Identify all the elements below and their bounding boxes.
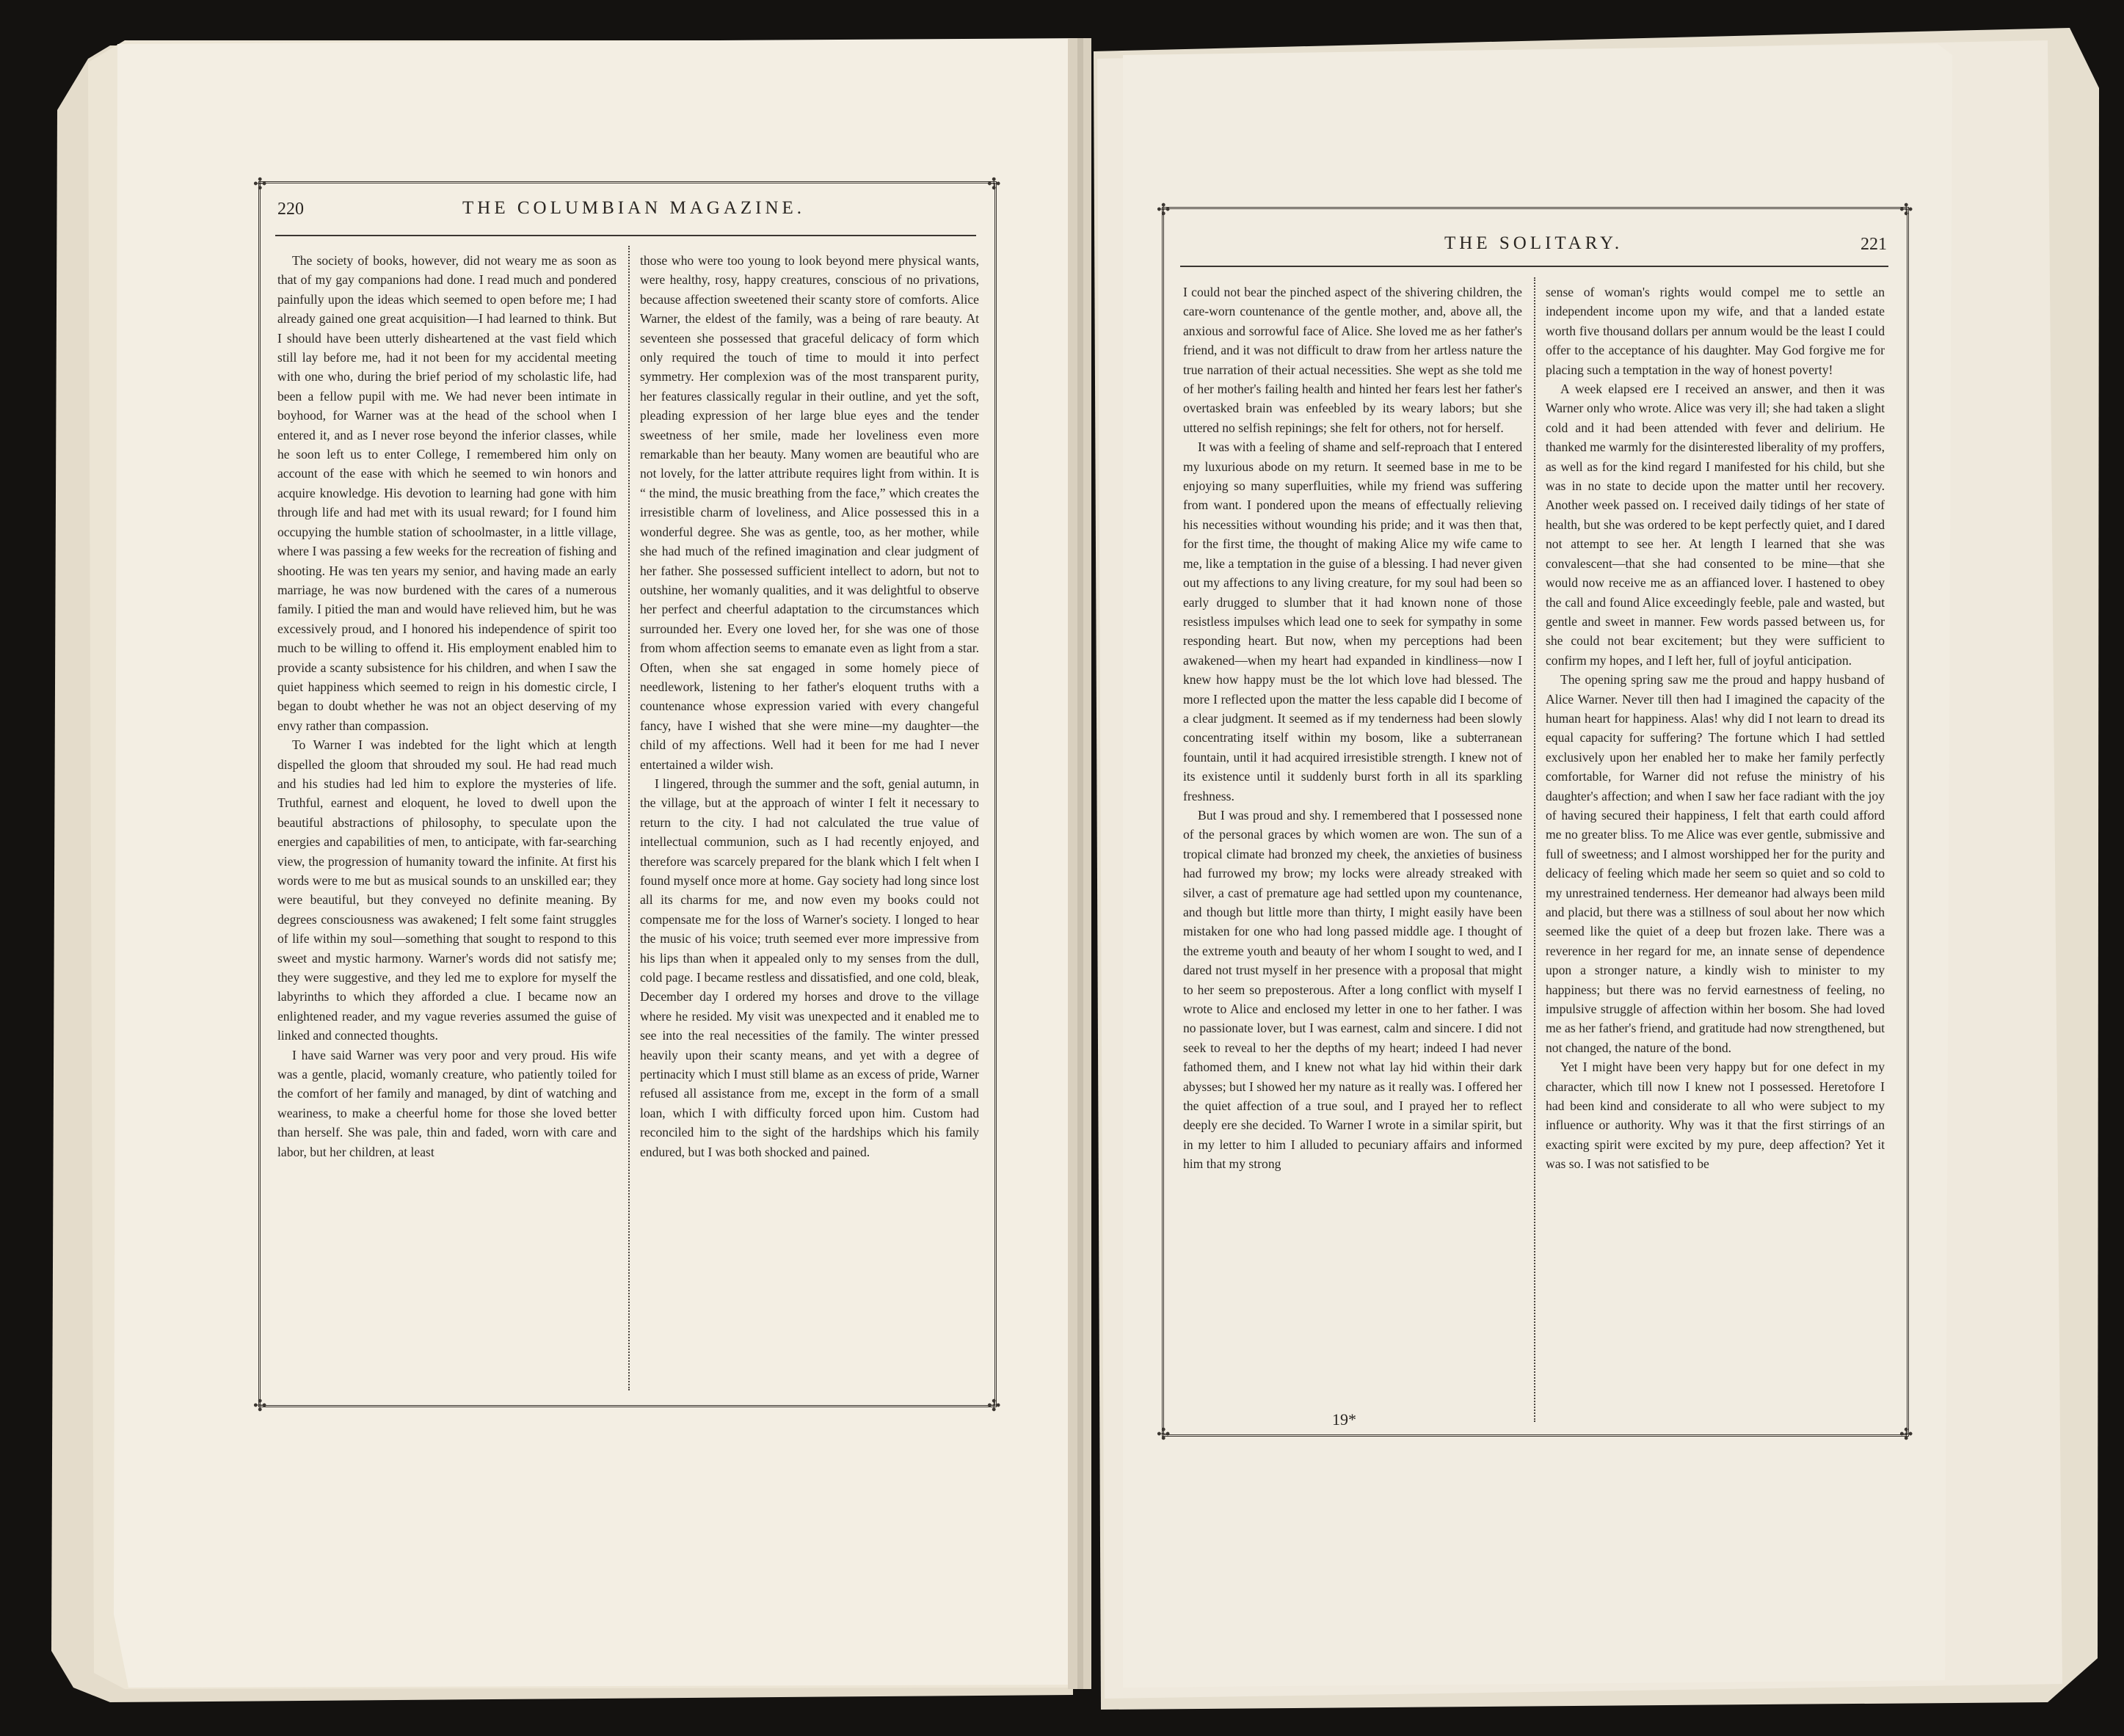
right-running-head: THE SOLITARY.	[1444, 233, 1623, 253]
paragraph: Yet I might have been very happy but for one defect in my character, which till now I knew not I possessed. Heretofore I had been kind and considerate to all who were subject to my influence or authority. Why was it that the first stirrings of an exacting spirit were excited by my pure, deep affection? Yet it was so. I was not satisfied to be	[1546, 1060, 1885, 1172]
paragraph: The society of books, however, did not weary me as soon as that of my gay companions had done. I read much and pondered painfully upon the ideas which seemed to open before me; I had already gained one great acquisition—I had learned to think. But I should have been utterly disheartened at the vast field which still lay before me, had it not been for my accidental meeting with one who, during the brief period of my scholastic life, had been a fellow pupil with me. We had never been intimate in boyhood, for Warner was at the head of the school when I entered it, and as I never rose beyond the inferior classes, while he soon left us to enter College, I remembered him only on account of the ease with which he seemed to win honors and acquire knowledge. His devotion to learning had gone with him through life and had met with its usual reward; for I found him occupying the humble station of schoolmaster, in a little village, where I was passing a few weeks for the recreation of fishing and shooting. He was ten years my senior, and having made an early marriage, he was now burdened with the cares of a numerous family. I pitied the man and would have relieved him, but he was excessively proud, and I honored his independence of spirit too much to be willing to offend it. His employment enabled him to provide a scanty subsistence for his children, and when I saw the quiet happiness which seemed to reign in his domestic circle, I began to doubt whether he was not an object deserving of my envy rather than compassion.	[277, 253, 617, 733]
right-page-corner-ornament-tr: ✣	[1899, 200, 1913, 219]
right-page-column-2	[1546, 282, 1885, 1174]
left-column-divider	[628, 246, 630, 1390]
right-page-corner-ornament-bl: ✣	[1157, 1425, 1171, 1443]
left-page-corner-ornament-tr: ✣	[987, 175, 1001, 193]
paragraph: It was with a feeling of shame and self-reproach that I entered my luxurious abode on my return. It seemed base in me to be enjoying so many superfluities, while my friend was suffering from want. I pondered upon the means of effectually relieving his necessities without wounding his pride; and it was then that, for the first time, the thought of making Alice my wife came to me, like a temptation in the guise of a blessing. I had never given out my affections to any living creature, for my soul had been so early drugged to slumber that it had known none of those resistless impulses which lead one to seek for sympathy in some responding heart. But now, when my perceptions had been awakened—when my heart had expanded in kindliness—now I knew how happy must be the lot which love had blessed. The more I reflected upon the matter the less capable did I become of a clear judgment. It seemed as if my tenderness had been slowly concentrating itself within my bosom, like a subterranean fountain, until it had acquired irresistible strength. I knew not of its existence until it suddenly burst forth in all its sparkling freshness.	[1183, 440, 1522, 803]
paragraph: I have said Warner was very poor and very proud. His wife was a gentle, placid, womanly creature, who patiently toiled for the comfort of her family and managed, by dint of watching and weariness, to make a cheerful home for those she loved better than herself. She was pale, thin and faded, worn with care and labor, but her children, at least	[277, 1047, 617, 1159]
right-page-corner-ornament-br: ✣	[1899, 1425, 1913, 1443]
left-page-corner-ornament-br: ✣	[987, 1396, 1001, 1415]
left-running-head: THE COLUMBIAN MAGAZINE.	[462, 198, 806, 218]
paragraph: The opening spring saw me the proud and happy husband of Alice Warner. Never till then had I imagined the capacity of the human heart for happiness. Alas! why did I not learn to dread its equal capacity for suffering? The fortune which I had settled exclusively upon her enabled her to make her family perfectly comfortable, for Warner did not refuse the ministry of his daughter's affection; and when I saw her face radiant with the joy of having secured their happiness, I felt that earth could afford me no greater bliss. To me Alice was ever gentle, submissive and full of sweetness; and I almost worshipped her for the purity and delicacy of feeling which made her seem so quiet and so cold to my unrestrained tenderness. Her demeanor had always been mild and placid, but there was a stillness of soul about her now which seemed like the quiet of a deep but frozen lake. There was a reverence in her regard for me, an innate sense of dependence upon a stronger nature, a kindly wish to minister to my happiness; but there was no fervid earnestness of feeling, no impulsive struggle of affection within her bosom. She had loved me as her father's friend, and gratitude had now strengthened, but not changed, the nature of the bond.	[1546, 672, 1885, 1055]
paragraph: A week elapsed ere I received an answer, and then it was Warner only who wrote. Alice was very ill; she had taken a slight cold and it had been attended with fever and delirium. He thanked me warmly for the disinterested liberality of my proffers, as well as for the kind regard I manifested for his child, but she was in no state to decide upon the matter until her recovery. Another week passed on. I received daily tidings of her state of health, but she was ordered to be kept perfectly quiet, and I dared not attempt to see her. At length I learned that she was convalescent—that she had consented to be mine—that she would now receive me as an affianced lover. I hastened to obey the call and found Alice exceedingly feeble, pale and wasted, but gentle and sweet in manner. Few words passed between us, for she could not bear excitement; but they were sufficient to confirm my hopes, and I left her, full of joyful anticipation.	[1546, 382, 1885, 668]
right-page-column-1	[1183, 282, 1522, 1174]
paragraph: I could not bear the pinched aspect of the shivering children, the care-worn countenance of the gentle mother, and, above all, the anxious and sorrowful face of Alice. She loved me as her father's friend, and it was not difficult to draw from her artless nature the true narration of their actual necessities. She wept as she told me of her mother's failing health and hinted her fears lest her father's overtasked brain was enfeebled by its weary labors; but she uttered no selfish repinings; she felt for others, not for herself.	[1183, 285, 1522, 435]
paragraph: those who were too young to look beyond mere physical wants, were healthy, rosy, happy creatures, conscious of no privations, because affection sweetened their scanty store of comforts. Alice Warner, the eldest of the family, was a being of rare beauty. At seventeen she possessed that graceful delicacy of form which only required the touch of time to mould it into perfect symmetry. Her complexion was of the most transparent purity, her features classically regular in their outline, and yet the soft, pleading expression of her large blue eyes and the tender sweetness of her smile, made her loveliness even more remarkable than her beauty. Many women are beautiful who are not lovely, for the latter attribute requires light from within. It is “ the mind, the music breathing from the face,” which creates the irresistible charm of loveliness, and Alice possessed this in a wonderful degree. She was as gentle, too, as her mother, while she had much of the refined imagination and clear judgment of her father. She possessed sufficient intellect to adorn, but not to outshine, her womanly qualities, and it was delightful to observe her perfect and cheerful adaptation to the circumstances which surrounded her. Every one loved her, for she was one of those from whom affection seems to emanate even as light from a star. Often, when she sat engaged in some homely piece of needlework, listening to her father's eloquent truths with a countenance whose expression varied with every changeful fancy, have I wished that she were mine—my daughter—the child of my affections. Well had it been for me had I never entertained a wilder wish.	[640, 253, 979, 772]
right-head-rule	[1180, 266, 1888, 267]
paragraph: sense of woman's rights would compel me to settle an independent income upon my wife, and that a landed estate worth five thousand dollars per annum would be the least I could offer to the acceptance of his daughter. May God forgive me for placing such a temptation in the way of honest poverty!	[1546, 285, 1885, 377]
left-head-rule	[275, 235, 976, 236]
left-page-corner-ornament-tl: ✣	[253, 175, 267, 193]
left-page-column-1	[277, 251, 617, 1161]
paragraph: I lingered, through the summer and the soft, genial autumn, in the village, but at the approach of winter I felt it necessary to return to the city. I had not calculated the true value of intellectual communion, such as I had recently enjoyed, and therefore was scarcely prepared for the blank which I felt when I found myself once more at home. Gay society had long since lost all its charms for me, and now even my books could not compensate me for the loss of Warner's society. I longed to hear the music of his voice; truth seemed ever more impressive from his lips than when it appealed only to my senses from the dull, cold page. I became restless and dissatisfied, and one cold, bleak, December day I ordered my horses and drove to the village where he resided. My visit was unexpected and it enabled me to see into the real necessities of the family. The winter pressed heavily upon their scanty means, and yet with a degree of pertinacity which I must still blame as an excess of pride, Warner refused all assistance from me, except in the form of a small loan, which I with difficulty forced upon him. Custom had reconciled him to the sight of the hardships which his family endured, but I was both shocked and pained.	[640, 776, 979, 1159]
signature-mark: 19*	[1332, 1410, 1356, 1429]
left-page-column-2	[640, 251, 979, 1161]
paragraph: To Warner I was indebted for the light which at length dispelled the gloom that shrouded my soul. He had read much and his studies had led him to explore the mysteries of life. Truthful, earnest and eloquent, he loved to dwell upon the beautiful abstractions of philosophy, to speculate upon the energies and capabilities of men, to anticipate, with far-searching view, the progression of humanity toward the infinite. At first his words were to me but as musical sounds to an unskilled ear; they were beautiful, but they conveyed no definite meaning. By degrees consciousness was awakened; I felt some faint struggles of life within my soul—something that sought to respond to this sweet and mystic harmony. Warner's words did not satisfy me; they were suggestive, and they led me to explore for myself the labyrinths to which they afforded a clue. I became now an enlightened reader, and my vague reveries assumed the guise of linked and connected thoughts.	[277, 737, 617, 1043]
right-column-divider	[1534, 277, 1535, 1422]
paragraph: But I was proud and shy. I remembered that I possessed none of the personal graces by which women are won. The sun of a tropical climate had bronzed my cheek, the anxieties of business had furrowed my brow; my locks were already streaked with silver, a cast of premature age had settled upon my countenance, and though but little more than thirty, I might easily have been mistaken for one who had long passed middle age. I thought of the extreme youth and beauty of her whom I sought to wed, and I dared not trust myself in her presence with a proposal that might to her seem so preposterous. After a long conflict with myself I wrote to Alice and enclosed my letter in one to her father. I was no passionate lover, but I was earnest, calm and sincere. I did not seek to reveal to her the depths of my heart; indeed I had never fathomed them, and I knew not what lay hid within their dark abysses; but I showed her my nature as it really was. I offered her the quiet affection of a true soul, and I prayed her to reflect deeply ere she decided. To Warner I wrote in a similar spirit, but in my letter to him I alluded to pecuniary affairs and informed him that my strong	[1183, 807, 1522, 1172]
left-page-number: 220	[277, 200, 304, 219]
right-page-number: 221	[1861, 235, 1887, 254]
left-page-corner-ornament-bl: ✣	[253, 1396, 267, 1415]
right-page-corner-ornament-tl: ✣	[1157, 200, 1171, 219]
